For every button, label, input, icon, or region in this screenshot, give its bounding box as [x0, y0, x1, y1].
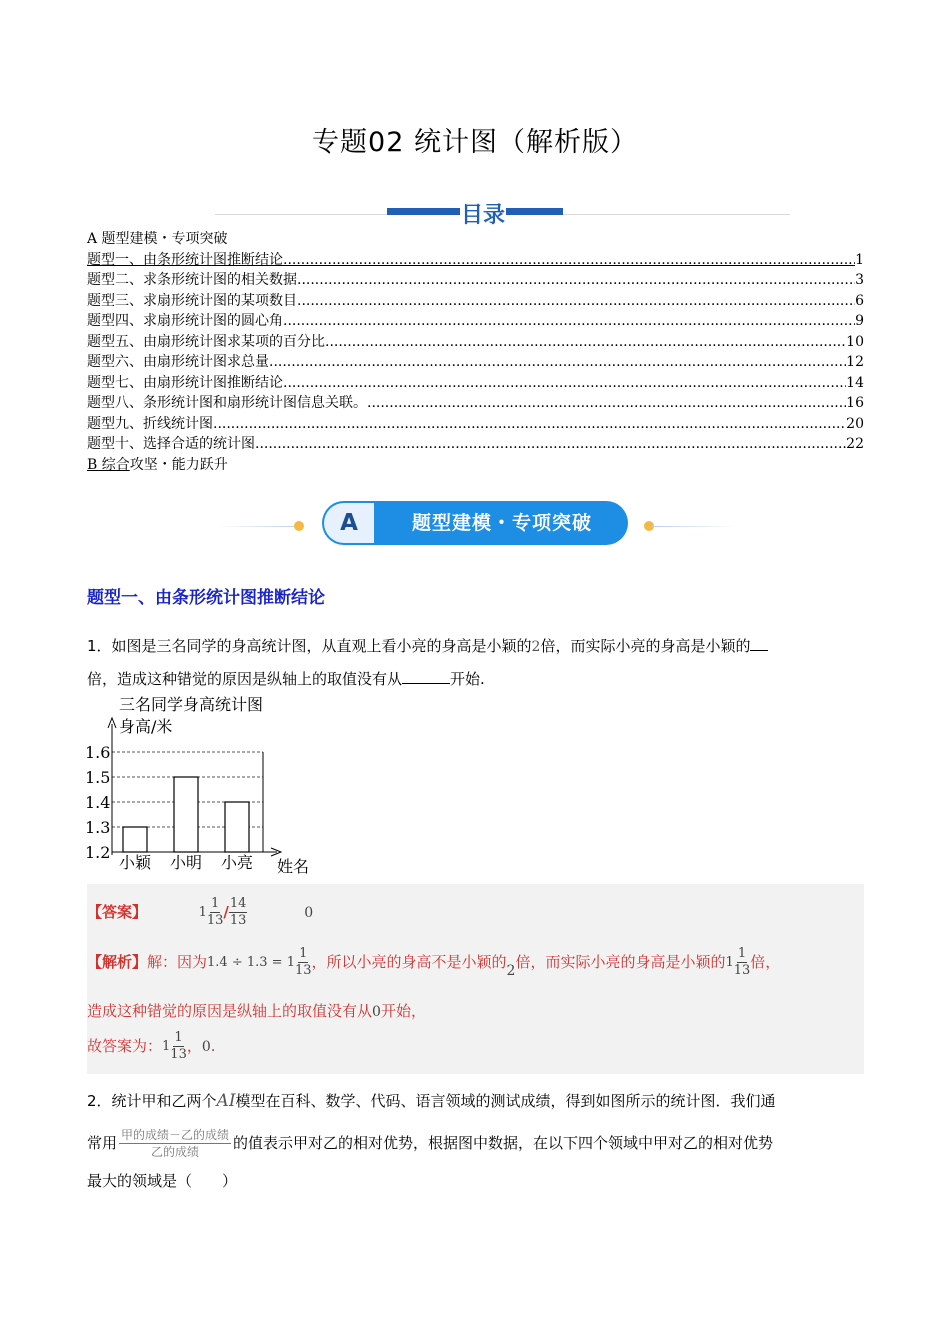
toc-item-page: 3: [855, 272, 864, 288]
toc-item-page: 14: [846, 374, 864, 391]
toc-title: 目录: [460, 198, 506, 229]
toc-section-a-label: A 题型建模・专项突破: [87, 231, 228, 247]
y-tick-label: 1.4: [85, 793, 111, 812]
toc-item-page: 20: [846, 415, 864, 432]
toc-item[interactable]: [87, 270, 864, 291]
y-tick-label: 1.2: [85, 843, 111, 862]
decor-bar-right: [505, 208, 563, 215]
toc-section-b-label: B 综合攻坚・能力跃升: [87, 456, 228, 473]
toc-item-page: 1: [855, 251, 864, 268]
toc-item[interactable]: [87, 291, 864, 312]
toc-item-label: 题型四、求扇形统计图的圆心角: [87, 313, 283, 329]
y-tick-label: 1.3: [85, 818, 111, 837]
toc-item[interactable]: [87, 393, 864, 414]
page-title: 专题02 统计图（解析版）: [312, 127, 638, 158]
toc-item-label: 题型八、条形统计图和扇形统计图信息关联。: [87, 395, 367, 411]
toc-item[interactable]: [87, 332, 864, 353]
toc-item[interactable]: [87, 250, 864, 271]
question-2: 2．统计甲和乙两个AI模型在百科、数学、代码、语言领域的测试成绩，得到如图所示的统计图．我们通 常用 甲的成绩－乙的成绩 乙的成绩 的值表示甲对乙的相对优势，根据图中数据，在以下四个领域中甲对乙的相对优势 最大的领域是（ ）: [87, 1091, 776, 1190]
toc-item-label: 题型七、由扇形统计图推断结论: [87, 374, 283, 391]
bar-2: [174, 777, 198, 852]
analysis-line-2: 造成这种错觉的原因是纵轴上的取值没有从0开始，: [87, 1002, 426, 1020]
banner-letter: A: [324, 503, 374, 543]
height-bar-chart: [85, 690, 325, 880]
dot-icon: [294, 521, 304, 531]
toc-item-page: 16: [846, 395, 864, 411]
toc-item[interactable]: [87, 434, 864, 455]
toc-item-label: 题型六、由扇形统计图求总量: [87, 354, 269, 370]
toc-item-label: 题型五、由扇形统计图求某项的百分比: [87, 333, 325, 350]
toc-item-label: 题型一、由条形统计图推断结论: [87, 251, 283, 268]
toc-item-label: 题型十、选择合适的统计图: [87, 436, 255, 452]
answer-blank[interactable]: [402, 665, 450, 684]
toc-item[interactable]: [87, 373, 864, 394]
x-tick-label: 小亮: [220, 853, 254, 872]
section-banner: [0, 500, 950, 550]
x-tick-label: 小明: [169, 853, 203, 872]
x-tick-label: 小颖: [118, 853, 152, 872]
bar-1: [123, 827, 147, 852]
chart-ylabel: 身高/米: [119, 717, 173, 736]
banner-text: 题型建模・专项突破: [411, 512, 592, 534]
final-answer-line: 故答案为：1 $\frac{1}{13}$ ，0.: [87, 1030, 216, 1062]
toc-section-b[interactable]: [87, 455, 864, 476]
y-tick-label: 1.5: [85, 768, 111, 787]
y-tick-label: 1.6: [85, 743, 111, 762]
chart-xlabel: 姓名: [277, 857, 310, 876]
analysis-line-1: 【解析】解：因为1.4 ÷ 1.3 = 1 $\frac{1}{13}$ ，所以小亮的身高不是小颖的2倍，而实际小亮的身高是小颖的1 $\frac{1}{13}$ 倍，: [87, 946, 781, 979]
toc-item[interactable]: [87, 311, 864, 332]
answer-panel: [87, 884, 864, 1074]
toc-item-label: 题型三、求扇形统计图的某项数目: [87, 292, 297, 309]
toc-item[interactable]: [87, 414, 864, 435]
question-1: 1．如图是三名同学的身高统计图，从直观上看小亮的身高是小颖的2倍，而实际小亮的身高是小颖的 倍，造成这种错觉的原因是纵轴上的取值没有从 开始.: [87, 630, 864, 695]
toc-item-page: 12: [846, 354, 864, 370]
answer-line: 【答案】 1 $\frac{1}{13}$ / $\frac{14}{13}$ 0: [87, 896, 314, 928]
toc-item-page: 10: [846, 333, 864, 350]
toc-item[interactable]: [87, 352, 864, 373]
bar-3: [225, 802, 249, 852]
toc-item-label: 题型二、求条形统计图的相关数据: [87, 272, 297, 288]
banner-pill: [322, 501, 628, 545]
toc-section-a[interactable]: [87, 229, 864, 250]
toc-item-page: 22: [846, 436, 864, 452]
toc-header: [215, 196, 790, 232]
toc-item-page: 9: [855, 313, 864, 329]
answer-blank[interactable]: [750, 632, 768, 651]
toc-item-page: 6: [855, 292, 864, 309]
decor-bar-left: [387, 208, 460, 215]
toc-item-label: 题型九、折线统计图: [87, 415, 213, 432]
table-of-contents: [87, 229, 864, 475]
chart-title: 三名同学身高统计图: [119, 695, 264, 714]
section-title: 题型一、由条形统计图推断结论: [87, 588, 325, 608]
